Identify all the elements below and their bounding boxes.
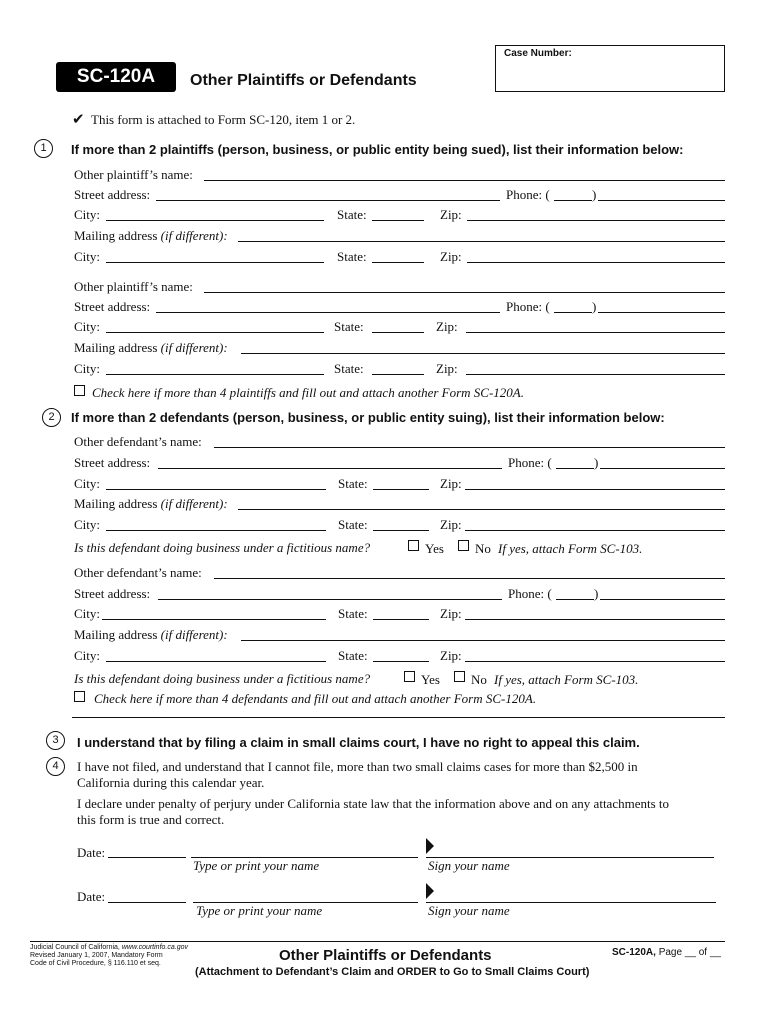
- state-label: State:: [337, 207, 367, 222]
- fictitious-question: Is this defendant doing business under a fictitious name?: [74, 540, 371, 555]
- street-field[interactable]: [158, 468, 502, 469]
- phone-area-field[interactable]: [554, 312, 592, 313]
- street-label: Street address:: [74, 455, 151, 470]
- zip-label: Zip:: [436, 319, 458, 334]
- item-number-1: 1: [34, 139, 53, 158]
- zip-field[interactable]: [465, 489, 725, 490]
- phone-area-field[interactable]: [554, 200, 592, 201]
- city-label: City:: [74, 361, 101, 376]
- phone-label: Phone: (: [508, 455, 552, 470]
- more-defendants-checkbox[interactable]: [74, 691, 85, 702]
- phone-field[interactable]: [600, 599, 725, 600]
- state-label: State:: [334, 319, 364, 334]
- sign-here-arrow-icon: [426, 883, 434, 899]
- mailing-field[interactable]: [238, 241, 725, 242]
- city-label: City:: [74, 249, 101, 264]
- plaintiff-name-label: Other plaintiff’s name:: [74, 167, 193, 182]
- mailing-field[interactable]: [241, 640, 725, 641]
- footer-page: SC-120A, Page __ of __: [612, 947, 721, 958]
- city-field[interactable]: [106, 220, 324, 221]
- city-label: City:: [74, 476, 101, 491]
- city-field[interactable]: [106, 530, 326, 531]
- mailing-field[interactable]: [241, 353, 725, 354]
- fictitious-no-label: No: [471, 672, 487, 687]
- zip-label: Zip:: [440, 606, 462, 621]
- declaration-line1: I declare under penalty of perjury under California state law that the information above and on any attachments to: [77, 796, 670, 811]
- street-label: Street address:: [74, 187, 151, 202]
- phone-field[interactable]: [600, 468, 725, 469]
- more-plaintiffs-text: Check here if more than 4 plaintiffs and fill out and attach another Form SC-120A.: [92, 385, 524, 400]
- phone-field[interactable]: [598, 200, 725, 201]
- phone-label: Phone: (: [506, 299, 550, 314]
- section-divider: [72, 717, 725, 718]
- footer-title: Other Plaintiffs or Defendants: [279, 947, 492, 964]
- zip-label: Zip:: [440, 476, 462, 491]
- phone-close: ): [594, 586, 599, 601]
- case-number-label: Case Number:: [504, 48, 572, 59]
- city-label: City:: [74, 207, 101, 222]
- city-field[interactable]: [106, 661, 326, 662]
- fictitious-no-checkbox[interactable]: [458, 540, 469, 551]
- zip-label: Zip:: [436, 361, 458, 376]
- city-label: City:: [74, 648, 101, 663]
- fictitious-attach-note: If yes, attach Form SC-103.: [494, 672, 639, 687]
- date-field[interactable]: [108, 902, 186, 903]
- zip-field[interactable]: [466, 332, 725, 333]
- signature-label: Sign your name: [428, 903, 510, 918]
- mailing-label: Mailing address (if different):: [74, 340, 228, 355]
- phone-close: ): [592, 187, 597, 202]
- fictitious-yes-checkbox[interactable]: [408, 540, 419, 551]
- zip-label: Zip:: [440, 517, 462, 532]
- street-field[interactable]: [156, 312, 500, 313]
- state-field[interactable]: [372, 262, 424, 263]
- state-field[interactable]: [373, 619, 429, 620]
- zip-field[interactable]: [465, 661, 725, 662]
- date-label: Date:: [77, 845, 106, 860]
- more-plaintiffs-checkbox[interactable]: [74, 385, 85, 396]
- filing-limit-line1: I have not filed, and understand that I cannot file, more than two small claims cases for more than $2,500 in: [77, 759, 638, 774]
- state-label: State:: [338, 476, 368, 491]
- mailing-label: Mailing address (if different):: [74, 627, 228, 642]
- state-label: State:: [338, 648, 368, 663]
- phone-label: Phone: (: [506, 187, 550, 202]
- city-field[interactable]: [102, 619, 326, 620]
- footer-rule: [30, 941, 725, 942]
- street-label: Street address:: [74, 586, 151, 601]
- sign-here-arrow-icon: [426, 838, 434, 854]
- attached-note: This form is attached to Form SC-120, item 1 or 2.: [91, 112, 356, 127]
- street-label: Street address:: [74, 299, 151, 314]
- zip-field[interactable]: [467, 262, 725, 263]
- zip-field[interactable]: [467, 220, 725, 221]
- city-field[interactable]: [106, 332, 324, 333]
- phone-area-field[interactable]: [556, 468, 594, 469]
- city-label: City:: [74, 319, 101, 334]
- fictitious-yes-label: Yes: [425, 541, 444, 556]
- plaintiff-name-field[interactable]: [204, 292, 725, 293]
- street-field[interactable]: [158, 599, 502, 600]
- zip-field[interactable]: [466, 374, 725, 375]
- zip-label: Zip:: [440, 648, 462, 663]
- state-field[interactable]: [373, 489, 429, 490]
- phone-close: ): [594, 455, 599, 470]
- state-field[interactable]: [373, 661, 429, 662]
- defendant-name-field[interactable]: [214, 447, 725, 448]
- plaintiff-name-label: Other plaintiff’s name:: [74, 279, 193, 294]
- checkmark-icon: ✔: [72, 112, 85, 128]
- case-number-box[interactable]: [495, 45, 725, 92]
- state-field[interactable]: [372, 374, 424, 375]
- declaration-line2: this form is true and correct.: [77, 812, 225, 827]
- appeal-statement: I understand that by filing a claim in small claims court, I have no right to appeal this claim.: [77, 735, 640, 750]
- form-code-badge: SC-120A: [56, 62, 176, 92]
- more-defendants-text: Check here if more than 4 defendants and fill out and attach another Form SC-120A.: [94, 691, 537, 706]
- state-label: State:: [337, 249, 367, 264]
- city-label: City:: [74, 606, 101, 621]
- printed-name-label: Type or print your name: [193, 858, 320, 873]
- zip-label: Zip:: [440, 207, 462, 222]
- item-number-4: 4: [46, 757, 65, 776]
- fictitious-attach-note: If yes, attach Form SC-103.: [498, 541, 643, 556]
- phone-label: Phone: (: [508, 586, 552, 601]
- mailing-label: Mailing address (if different):: [74, 228, 228, 243]
- footer-subtitle: (Attachment to Defendant’s Claim and ORDER to Go to Small Claims Court): [195, 966, 590, 978]
- signature-label: Sign your name: [428, 858, 510, 873]
- date-field[interactable]: [108, 857, 186, 858]
- mailing-label: Mailing address (if different):: [74, 496, 228, 511]
- defendant-name-field[interactable]: [214, 578, 725, 579]
- state-field[interactable]: [372, 332, 424, 333]
- defendant-name-label: Other defendant’s name:: [74, 434, 202, 449]
- mailing-field[interactable]: [238, 509, 725, 510]
- printed-name-label: Type or print your name: [196, 903, 323, 918]
- item-number-2: 2: [42, 408, 61, 427]
- city-field[interactable]: [106, 489, 326, 490]
- city-field[interactable]: [106, 262, 324, 263]
- footer-citation: Judicial Council of California, www.courtinfo.ca.gov Revised January 1, 2007, Mandatory Form Code of Civil Procedure, § 116.110 et seq.: [30, 944, 188, 967]
- filing-limit-line2: California during this calendar year.: [77, 775, 265, 790]
- plaintiff-name-field[interactable]: [204, 180, 725, 181]
- phone-area-field[interactable]: [556, 599, 594, 600]
- phone-close: ): [592, 299, 597, 314]
- state-field[interactable]: [373, 530, 429, 531]
- item-number-3: 3: [46, 731, 65, 750]
- date-label: Date:: [77, 889, 106, 904]
- defendant-name-label: Other defendant’s name:: [74, 565, 202, 580]
- fictitious-yes-checkbox[interactable]: [404, 671, 415, 682]
- fictitious-no-checkbox[interactable]: [454, 671, 465, 682]
- state-label: State:: [334, 361, 364, 376]
- street-field[interactable]: [156, 200, 500, 201]
- zip-label: Zip:: [440, 249, 462, 264]
- page-title: Other Plaintiffs or Defendants: [190, 72, 417, 89]
- section1-heading: If more than 2 plaintiffs (person, business, or public entity being sued), list their information below:: [71, 142, 684, 157]
- zip-field[interactable]: [465, 619, 725, 620]
- city-label: City:: [74, 517, 101, 532]
- state-field[interactable]: [372, 220, 424, 221]
- section2-heading: If more than 2 defendants (person, business, or public entity suing), list their information below:: [71, 410, 665, 425]
- fictitious-no-label: No: [475, 541, 491, 556]
- fictitious-yes-label: Yes: [421, 672, 440, 687]
- phone-field[interactable]: [598, 312, 725, 313]
- state-label: State:: [338, 606, 368, 621]
- zip-field[interactable]: [465, 530, 725, 531]
- state-label: State:: [338, 517, 368, 532]
- city-field[interactable]: [106, 374, 324, 375]
- fictitious-question: Is this defendant doing business under a fictitious name?: [74, 671, 371, 686]
